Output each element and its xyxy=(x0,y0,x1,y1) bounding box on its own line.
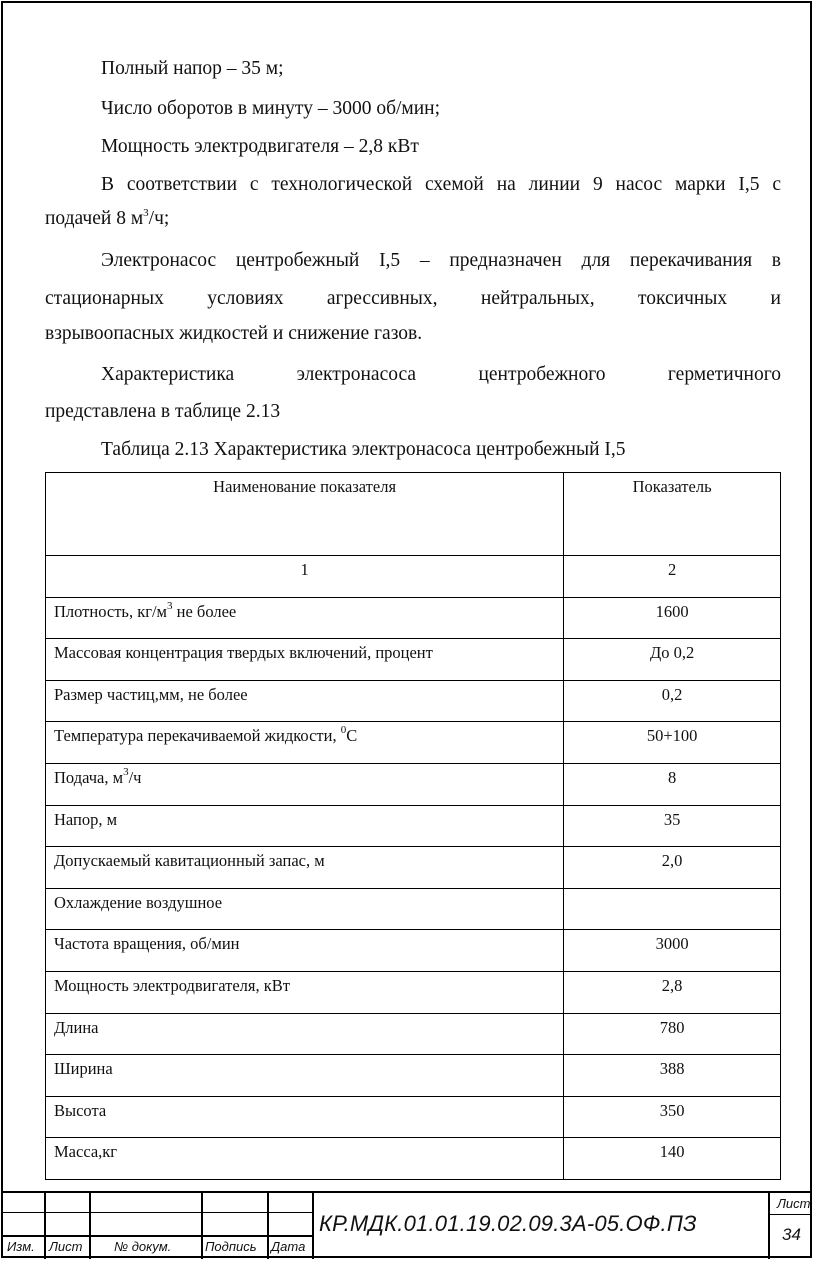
table-cell-parameter xyxy=(46,680,564,722)
table-cell-parameter xyxy=(46,930,564,972)
paragraph-text: Число оборотов в минуту – 3000 об/мин; xyxy=(101,98,441,119)
paragraph-head-pressure xyxy=(45,52,781,86)
table-row xyxy=(46,1013,781,1055)
table-cell-parameter xyxy=(46,971,564,1013)
paragraph-rpm xyxy=(45,92,781,126)
paragraph-description-l3 xyxy=(45,317,781,351)
paragraph-pump-line9-l1 xyxy=(45,168,781,202)
parameter-name: Длина xyxy=(54,1017,99,1037)
stamp-col-izm: Изм. xyxy=(7,1239,35,1254)
table-cell-value: 3000 xyxy=(564,930,781,972)
parameter-name: Массовая концентрация твердых включений, процент xyxy=(54,643,433,663)
table-row xyxy=(46,763,781,805)
stamp-col-date: Дата xyxy=(271,1239,306,1254)
table-cell-value: 8 xyxy=(564,763,781,805)
table-row xyxy=(46,847,781,889)
paragraph-text: Электронасос центробежный I,5 – предназначен для перекачивания в xyxy=(101,250,781,271)
paragraph-table-ref-l1 xyxy=(45,358,781,392)
table-cell: 1 xyxy=(46,556,564,598)
table-cell-value xyxy=(564,888,781,930)
parameter-name: Плотность, кг/м xyxy=(54,601,168,621)
table-row xyxy=(46,1096,781,1138)
paragraph-text: взрывоопасных жидкостей и снижение газов. xyxy=(45,323,423,344)
table-row xyxy=(46,597,781,639)
table-cell-parameter xyxy=(46,763,564,805)
paragraph-pump-line9-l2 xyxy=(45,202,781,236)
superscript: 3 xyxy=(123,765,129,778)
stamp-col-doc: № докум. xyxy=(114,1239,172,1254)
sheet-label: Лист xyxy=(777,1196,811,1211)
table-cell-value: 350 xyxy=(564,1096,781,1138)
sheet-number: 34 xyxy=(782,1225,801,1244)
parameter-name: Допускаемый кавитационный запас, м xyxy=(54,851,325,871)
table-cell-parameter xyxy=(46,1055,564,1097)
table-row xyxy=(46,680,781,722)
table-cell-value: 388 xyxy=(564,1055,781,1097)
paragraph-text: стационарных условиях агрессивных, нейтральных, токсичных и xyxy=(45,288,781,309)
table-cell-value: 1600 xyxy=(564,597,781,639)
table-cell-value: 50+100 xyxy=(564,722,781,764)
table-caption-text: Таблица 2.13 Характеристика электронасоса центробежный I,5 xyxy=(101,439,626,460)
parameter-name: Мощность электродвигателя, кВт xyxy=(54,975,290,995)
parameter-name: Напор, м xyxy=(54,809,118,829)
table-cell-parameter xyxy=(46,722,564,764)
table-cell-value: До 0,2 xyxy=(564,639,781,681)
title-block xyxy=(1,1191,812,1259)
table-row xyxy=(46,930,781,972)
parameter-name: Подача, м xyxy=(54,767,124,787)
table-column-number-row xyxy=(46,556,781,598)
parameter-name: Температура перекачиваемой жидкости, xyxy=(54,726,341,746)
table-cell-value: 140 xyxy=(564,1138,781,1180)
paragraph-text: представлена в таблице 2.13 xyxy=(45,401,281,422)
parameter-name: Высота xyxy=(54,1100,107,1120)
table-cell-parameter xyxy=(46,805,564,847)
table-row xyxy=(46,1138,781,1180)
table-cell-value: 2,8 xyxy=(564,971,781,1013)
paragraph-text: Полный напор – 35 м; xyxy=(101,58,284,79)
parameter-name-suffix: /ч xyxy=(128,767,142,787)
table-cell-parameter xyxy=(46,1096,564,1138)
parameter-name: Масса,кг xyxy=(54,1142,118,1162)
paragraph-description-l1 xyxy=(45,244,781,278)
paragraph-table-ref-l2 xyxy=(45,395,781,429)
table-cell-value: 35 xyxy=(564,805,781,847)
table-row xyxy=(46,639,781,681)
parameter-name: Ширина xyxy=(54,1059,113,1079)
paragraph-text: Мощность электродвигателя – 2,8 кВт xyxy=(101,136,419,157)
table-cell-parameter xyxy=(46,1013,564,1055)
parameter-name: Охлаждение воздушное xyxy=(54,892,223,912)
parameter-name-suffix: С xyxy=(346,726,358,746)
pump-characteristics-table xyxy=(45,472,781,1180)
table-header-cell: Показатель xyxy=(564,473,781,556)
table-cell-parameter xyxy=(46,597,564,639)
paragraph-text: Характеристика электронасоса центробежного герметичного xyxy=(101,364,781,385)
table-row xyxy=(46,971,781,1013)
paragraph-motor-power xyxy=(45,130,781,164)
superscript: 0 xyxy=(340,724,347,737)
superscript: 3 xyxy=(167,599,173,612)
paragraph-text: /ч; xyxy=(148,208,170,229)
paragraph-text: В соответствии с технологической схемой на линии 9 насос марки I,5 с xyxy=(101,174,781,195)
stamp-col-list: Лист xyxy=(49,1239,83,1254)
table-cell-parameter xyxy=(46,888,564,930)
table-cell-parameter xyxy=(46,847,564,889)
table-cell-parameter xyxy=(46,639,564,681)
table-row xyxy=(46,722,781,764)
parameter-name: Размер частиц,мм, не более xyxy=(54,684,248,704)
paragraph-description-l2 xyxy=(45,282,781,316)
parameter-name-suffix: не более xyxy=(172,601,237,621)
table-header-cell: Наименование показателя xyxy=(46,473,564,556)
table-row xyxy=(46,888,781,930)
table-cell-value: 2,0 xyxy=(564,847,781,889)
table-row xyxy=(46,805,781,847)
table-cell-parameter xyxy=(46,1138,564,1180)
table-header-row xyxy=(46,473,781,556)
stamp-col-sign: Подпись xyxy=(205,1239,257,1254)
document-code: КР.МДК.01.01.19.02.09.3А-05.ОФ.ПЗ xyxy=(319,1211,697,1236)
table-cell: 2 xyxy=(564,556,781,598)
table-cell-value: 780 xyxy=(564,1013,781,1055)
table-caption xyxy=(45,433,781,467)
table-cell-value: 0,2 xyxy=(564,680,781,722)
parameter-name: Частота вращения, об/мин xyxy=(54,934,240,954)
table-row xyxy=(46,1055,781,1097)
paragraph-text: подачей 8 м xyxy=(45,208,144,229)
superscript: 3 xyxy=(143,207,149,219)
